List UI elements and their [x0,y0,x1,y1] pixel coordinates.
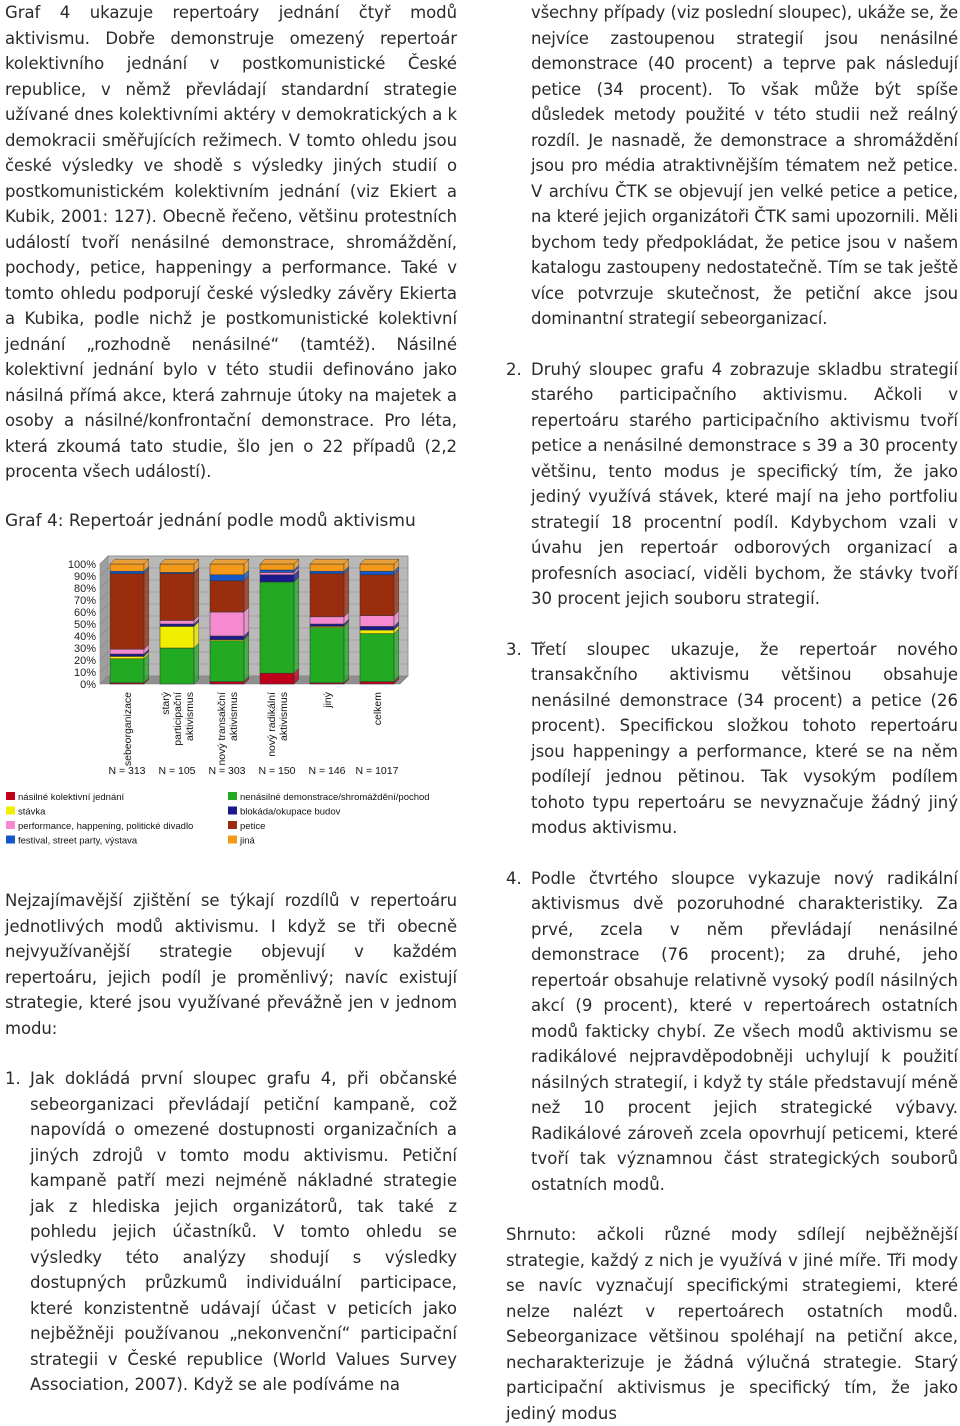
legend-swatch [6,807,15,815]
bar-segment [110,574,144,650]
bar-segment [210,575,244,581]
bar-top [210,559,249,564]
bar-segment [210,641,244,682]
bar-segment [310,617,344,624]
x-category-label: jiný [322,692,334,708]
bar-segment [310,574,344,617]
bar-segment [110,571,144,573]
bar-segment [360,626,394,630]
bar-segment-side [194,643,199,684]
n-label: N = 105 [158,765,196,777]
legend-label: násilné kolektivní jednání [18,792,125,803]
bar-segment [360,575,394,616]
bar-segment [110,654,144,656]
bar-segment [310,628,344,683]
bar-segment [260,570,294,572]
legend-swatch [6,836,15,844]
y-tick-label: 100% [67,559,96,571]
bar-segment [360,682,394,684]
bar-segment [360,630,394,634]
x-category-label: sebeorganizace [122,692,134,767]
x-category-label: nový transakčníaktivismus [216,692,240,766]
y-tick-label: 70% [73,595,96,607]
list-text: Druhý sloupec grafu 4 zobrazuje skladbu strategií starého participačního aktivismu. Ačkoli v repertoáru starého participačního aktivismu tvoří petice a nenásilné demonstrace s 39 a 30 procenty většinu, tento modus je specifický tím, že jako jediný využívá stávek, které mají na jeho portfoliu strategií 18 procentní podíl. Kdybychom vzali v úvahu jen repertoár odborových organizací a profesních asociací, viděli bychom, že stávky tvoří 30 procent jejich souboru strategií. [531,359,958,608]
x-category-label: starýparticipačníaktivismus [160,692,196,746]
bar-segment-side [244,576,249,612]
legend-label: festival, street party, výstava [18,835,138,847]
bar-segment [160,564,194,572]
bar-segment [360,571,394,575]
stacked-bar-chart [0,546,470,856]
y-tick-label: 80% [73,583,96,595]
y-tick-label: 30% [73,643,96,655]
bar-segment [160,648,194,684]
bar-segment [110,564,144,571]
bar-segment [160,626,194,648]
bar-segment-side [294,577,299,673]
legend-swatch [6,821,15,829]
bar-segment [260,582,294,673]
bar-segment [210,636,244,640]
x-category-label: nový radikálníaktivismus [266,692,290,757]
y-tick-label: 60% [73,607,96,619]
y-tick-label: 50% [73,619,96,631]
list-right [506,357,958,1198]
list-number: 3. [506,639,522,659]
bar-top [160,559,199,564]
list-number: 4. [506,868,522,888]
legend-swatch [228,792,237,800]
list-text: Podle čtvrtého sloupce vykazuje nový radikální aktivismus dvě pozoruhodné charakteristiky. Za prvé, zcela v něm převládají nenásilné demonstrace (76 procent); za druhé, jeho repertoár obsahuje relativně vysoký podíl násilných akcí (9 procent), které v repertoárech ostatních modů fakticky chybí. Ze všech modů aktivismu se radikálové nejpravděpodobněji uchylují k použití násilných strategií, i když ty stále představují méně než 10 procent jejich strategické výbavy. Radikálové zároveň zcela opovrhují peticemi, které tvoří tak významnou část strategických souborů ostatních modů. [531,868,958,1194]
bar-segment [310,571,344,573]
bar-top [310,559,349,564]
bar-segment [110,659,144,683]
bar-segment [110,649,144,654]
legend-label: performance, happening, politické divadlo [18,821,194,832]
y-tick-label: 0% [80,679,96,691]
bar-segment-side [144,569,149,649]
bar-segment [160,624,194,626]
bar-segment [310,564,344,571]
list-item [506,866,958,1198]
legend-label: stávka [18,806,46,818]
list-text: Třetí sloupec ukazuje, že repertoár nového transakčního aktivismu většinou obsahuje nenásilné demonstrace (34 procent) a petice (26 procent). Specifickou složkou tohoto repertoáru jsou happeningy a performance, které se na něm podílejí jednou pětinou. Tak vysokým podílem tohoto typu repertoáru se nevyznačuje žádný jiný modus aktivismu. [531,639,958,837]
right-column [506,0,958,1426]
y-tick-label: 20% [73,655,96,667]
n-label: N = 150 [258,765,296,777]
bar-segment-side [344,623,349,683]
legend-label: jiná [240,835,255,847]
list-number: 1. [5,1069,21,1088]
summary-paragraph: Shrnuto: ačkoli různé mody sdílejí nejběžnější strategie, každý z nich je využívá v jiné míře. Tři mody se navíc vyznačují specifickými strategiemi, které nelze nalézt v repertoárech ostatních modů. Sebeorganizace většinou spoléhají na petiční akce, necharakterizuje je žádná výlučná strategie. Starý participační aktivismus je specifický tím, že jako jediný modus [506,1225,958,1423]
list-item [5,1066,457,1398]
chart-title: Graf 4: Repertoár jednání podle modů aktivismu [5,511,416,531]
list-text: Jak dokládá první sloupec grafu 4, při občanské sebeorganizaci převládají petiční kampaně, což napovídá o omezené dostupnosti organizačních a jiných zdrojů v tomto modu aktivismu. Petiční kampaně patří mezi nejméně nákladné strategie jak z hlediska jejich organizátorů, tak také z pohledu jejich účastníků. V tomto ohledu se výsledky této analýzy shodují s výsledky dostupných průzkumů individuální participace, které konzistentně udávají účast v peticích jako nejběžněji používanou „nekonvenční“ participační strategii v České republice (World Values Survey Association, 2007). Když se ale podíváme na [30,1069,457,1394]
y-tick-label: 10% [73,667,96,679]
bar-segment [360,616,394,627]
bar-segment-side [394,629,399,682]
n-label: N = 1017 [355,765,399,777]
chart-container [0,546,470,856]
list-item [506,357,958,612]
continuation-paragraph: všechny případy (viz poslední sloupec), ukáže se, že nejvíce zastoupenou strategií jsou nenásilné demonstrace (40 procent) a teprve pak následují petice (34 procent). To však může být spíše důsledek metody použité v této studii než reálný rozdíl. Je nasnadě, že demonstrace a shromáždění jsou pro média atraktivnějším tématem než petice. V archívu ČTK se objevují jen velké petice a petice, na které jejich organizátoři ČTK sami upozornili. Měli bychom tedy předpokládat, že petice jsou v našem katalogu zastoupeny nedostatečně. Tím se tak ještě více potvrzuje skutečnost, že petiční akce jsou dominantní strategií sebeorganizací. [531,3,958,328]
legend-label: nenásilné demonstrace/shromáždění/pochod [240,792,430,803]
after-chart-paragraph: Nejzajímavější zjištění se týkají rozdílů v repertoáru jednotlivých modů aktivismu. I když se tři obecně nejvyužívanější strategie objevují v každém repertoáru, jejich podíl je proměnlivý; navíc existují strategie, které jsou využívané převážně jen v jednom modu: [5,891,457,1038]
bar-segment [260,572,294,574]
bar-segment [260,575,294,582]
bar-top [260,559,299,564]
x-category-label: celkem [372,692,384,726]
bar-segment [310,624,344,626]
bar-segment-side [244,636,249,682]
list-number: 2. [506,359,522,379]
legend-swatch [228,836,237,844]
bar-segment [210,564,244,575]
bar-segment-side [344,569,349,617]
y-tick-label: 90% [73,571,96,583]
bar-segment [210,682,244,684]
legend-swatch [228,807,237,815]
legend-swatch [6,792,15,800]
left-column [5,0,457,485]
bar-segment [210,581,244,612]
bar-segment [260,564,294,570]
legend-label: blokáda/okupace budov [240,806,341,818]
n-label: N = 146 [308,765,346,777]
bar-segment [360,634,394,682]
bar-top [110,559,149,564]
list-left [5,1066,457,1398]
bar-segment [360,564,394,571]
bar-segment [160,574,194,621]
y-tick-label: 40% [73,631,96,643]
bar-segment [160,620,194,624]
list-item [506,637,958,841]
legend-label: petice [240,821,266,832]
bar-segment [110,656,144,658]
bar-segment [210,612,244,636]
bar-segment-side [194,569,199,621]
legend-swatch [228,821,237,829]
bar-segment [260,673,294,684]
intro-paragraph: Graf 4 ukazuje repertoáry jednání čtyř modů aktivismu. Dobře demonstruje omezený repertoár kolektivního jednání v postkomunistické České republice, v němž převládají standardní strategie užívané dnes kolektivními aktéry v demokratických a k demokracii směřujících režimech. V tomto ohledu jsou české výsledky ve shodě s výsledky jiných studií o postkomunistickém kolektivním jednání (viz Ekiert a Kubik, 2001: 127). Obecně řečeno, většinu protestních událostí tvoří nenásilné demonstrace, shromáždění, pochody, petice, happeningy a performance. Také v tomto ohledu podporují české výsledky závěry Ekierta a Kubika, podle nichž je postkomunistické kolektivní jednání „rozhodně nenásilné“ (tamtéž). Násilné kolektivní jednání bylo v této studii definováno jako násilná přímá akce, která zahrnuje útoky na majetek a osoby a násilné/konfrontační demonstrace. Pro léta, která zkoumá tato studie, šlo jen o 22 případů (2,2 procenta všech událostí). [5,3,457,481]
left-column-lower [5,888,457,1398]
n-label: N = 303 [208,765,246,777]
n-label: N = 313 [108,765,146,777]
bar-segment-side [394,570,399,616]
bar-top [360,559,399,564]
